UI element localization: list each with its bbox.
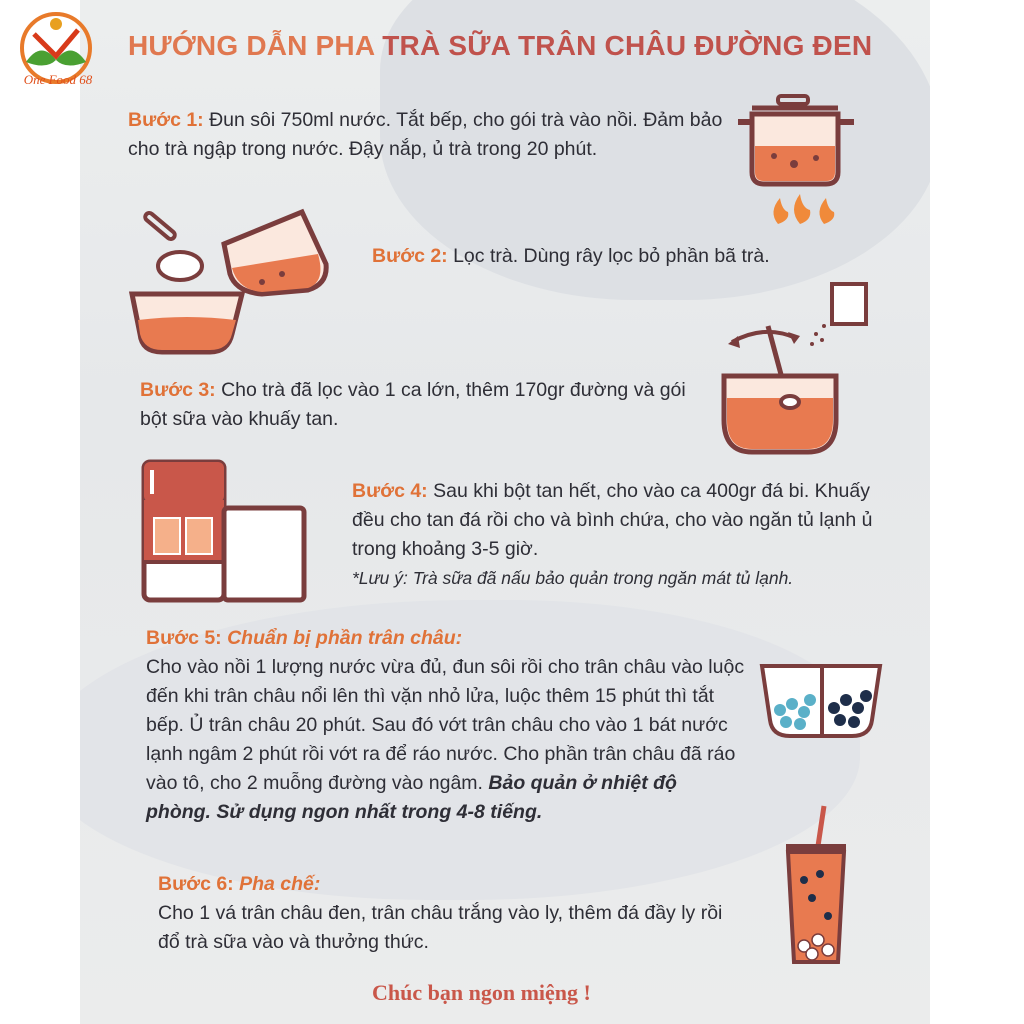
closing-message: Chúc bạn ngon miệng ! bbox=[372, 980, 591, 1005]
step-emphasis: Bảo quản ở nhiệt độ phòng. Sử dụng ngon nhất trong 4-8 tiếng. bbox=[146, 772, 677, 823]
step-text: Cho vào nồi 1 lượng nước vừa đủ, đun sôi rồi cho trân châu vào luộc đến khi trân châu nổi lên thì vặn nhỏ lửa, luộc thêm 15 phút thì tắt bếp. Ủ trân châu 20 phút. Sau đó vớt trân châu cho vào 1 bát nước lạnh ngâm 2 phút rồi vớt ra để ráo nước. Cho phần trân châu đã ráo vào tô, cho 2 muỗng đường vào ngâm. bbox=[146, 656, 745, 794]
step-1 bbox=[128, 106, 728, 164]
step-label: Bước 1: bbox=[128, 109, 204, 131]
stirring-bowl-icon bbox=[724, 320, 844, 460]
pouring-pot-icon bbox=[224, 212, 326, 294]
step-label: Bước 2: bbox=[372, 245, 448, 267]
step-text: Cho trà đã lọc vào 1 ca lớn, thêm 170gr đường và gói bột sữa vào khuấy tan. bbox=[140, 379, 686, 430]
step-5 bbox=[146, 624, 746, 827]
step-2 bbox=[372, 242, 842, 271]
brand-name: One Food 68 bbox=[23, 72, 93, 87]
strainer-icon bbox=[132, 194, 332, 354]
pot-icon bbox=[738, 94, 858, 224]
bubble-tea-cup-icon bbox=[782, 806, 852, 966]
step-label: Bước 5: bbox=[146, 627, 222, 649]
page-title: HƯỚNG DẪN PHA TRÀ SỮA TRÂN CHÂU ĐƯỜNG ĐEN bbox=[128, 30, 873, 61]
flame-icon bbox=[773, 194, 834, 224]
step-subtitle: Pha chế: bbox=[233, 873, 321, 895]
fridge-icon bbox=[142, 460, 312, 604]
step-text: Cho 1 vá trân châu đen, trân châu trắng vào ly, thêm đá đầy ly rồi đổ trà sữa vào và thưởng thức. bbox=[158, 902, 723, 953]
step-label: Bước 4: bbox=[352, 480, 428, 502]
step-label: Bước 6: bbox=[158, 873, 234, 895]
bowl-icon bbox=[132, 294, 242, 352]
step-label: Bước 3: bbox=[140, 379, 216, 401]
step-text: Đun sôi 750ml nước. Tắt bếp, cho gói trà vào nồi. Đảm bảo cho trà ngập trong nước. Đậy nắp, ủ trà trong 20 phút. bbox=[128, 109, 723, 160]
step-note: *Lưu ý: Trà sữa đã nấu bảo quản trong ngăn mát tủ lạnh. bbox=[352, 568, 794, 588]
pearl-bowl-icon bbox=[760, 660, 884, 740]
step-text: Sau khi bột tan hết, cho vào ca 400gr đá bi. Khuấy đều cho tan đá rồi cho và bình chứa, cho vào ngăn tủ lạnh ủ trong khoảng 3-5 giờ. bbox=[352, 480, 873, 560]
step-4 bbox=[352, 477, 882, 593]
container-icon bbox=[224, 508, 304, 600]
step-6 bbox=[158, 870, 738, 957]
step-subtitle: Chuẩn bị phần trân châu: bbox=[221, 627, 463, 649]
step-3 bbox=[140, 376, 700, 434]
step-text: Lọc trà. Dùng rây lọc bỏ phần bã trà. bbox=[447, 245, 770, 267]
